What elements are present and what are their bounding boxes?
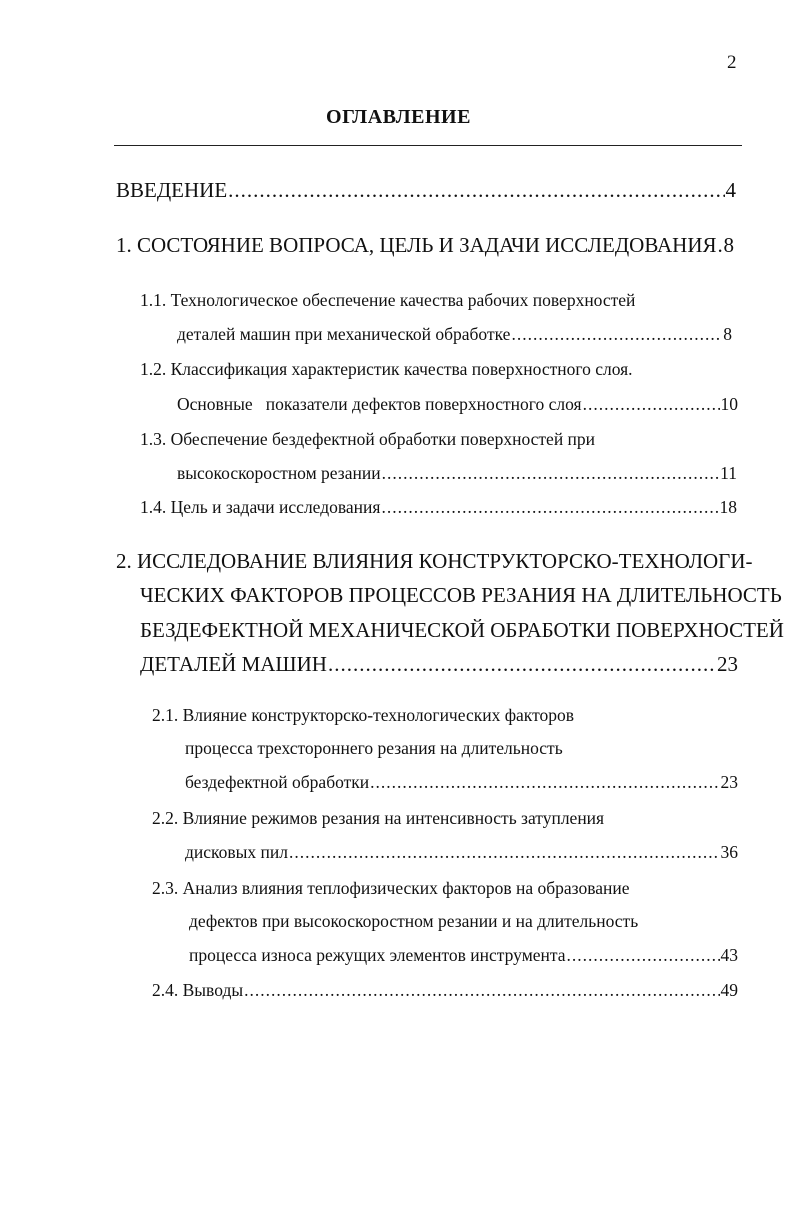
toc-page-number: 36 [720,842,738,862]
toc-entry-text-line: БЕЗДЕФЕКТНОЙ МЕХАНИЧЕСКОЙ ОБРАБОТКИ ПОВЕРХНОСТЕЙ [140,618,784,642]
toc-entry-text-line: 1.1. Технологическое обеспечение качества рабочих поверхностей [140,290,636,310]
toc-entry-text-line: 2.2. Влияние режимов резания на интенсивность затупления [152,808,605,828]
toc-entry-text: дисковых пил [185,842,289,862]
toc-entry-text: 2.4. Выводы [152,980,244,1000]
dot-leader [328,649,716,679]
dot-leader [289,837,719,867]
toc-entry-text: ВВЕДЕНИЕ [116,178,228,202]
toc-entry-text: бездефектной обработки [185,772,370,792]
toc-page-number: 8 [723,233,734,257]
toc-entry-text-line: процесса трехстороннего резания на длительность [185,738,563,758]
toc-entry-text-line: 2.1. Влияние конструкторско-технологических факторов [152,705,575,725]
toc-entry-text-line: 2. ИССЛЕДОВАНИЕ ВЛИЯНИЯ КОНСТРУКТОРСКО-ТЕХНОЛОГИ- [116,549,753,573]
dot-leader [511,319,722,349]
toc-page-number: 10 [720,394,738,414]
toc-page-number: 11 [720,463,737,483]
toc-page-number: 4 [725,178,736,202]
toc-entry-text: 1.4. Цель и задачи исследования [140,497,381,517]
toc-entry-text-line: 2.3. Анализ влияния теплофизических факторов на образование [152,878,630,898]
toc-page-number: 23 [720,772,738,792]
dot-leader [583,389,720,419]
toc-entry-text-line: 1.2. Классификация характеристик качества поверхностного слоя. [140,359,633,379]
title-underline [114,145,742,146]
page-number: 2 [727,52,737,73]
dot-leader [381,492,718,522]
toc-page-number: 49 [720,980,738,1000]
page-title: ОГЛАВЛЕНИЕ [326,106,471,128]
toc-entry-text: высокоскоростном резании [177,463,381,483]
toc-page-number: 43 [720,945,738,965]
dot-leader [228,175,724,205]
dot-leader [370,767,719,797]
toc-entry-text: 1. СОСТОЯНИЕ ВОПРОСА, ЦЕЛЬ И ЗАДАЧИ ИССЛЕДОВАНИЯ [116,233,717,257]
toc-page-number: 18 [719,497,737,517]
toc-entry-text: ДЕТАЛЕЙ МАШИН [140,652,327,676]
toc-entry-chapter-1[interactable] [116,230,734,260]
toc-entry-text: процесса износа режущих элементов инструмента [189,945,566,965]
toc-entry-text-line: ЧЕСКИХ ФАКТОРОВ ПРОЦЕССОВ РЕЗАНИЯ НА ДЛИТЕЛЬНОСТЬ [140,583,782,607]
dot-leader [244,975,719,1005]
toc-entry-text-line: дефектов при высокоскоростном резании и на длительность [189,911,639,931]
toc-page-number: 8 [723,324,732,344]
dot-leader [567,940,720,970]
toc-entry-intro[interactable] [116,175,736,205]
dot-leader [718,230,723,260]
dot-leader [382,458,720,488]
toc-entry-text: деталей машин при механической обработке [177,324,511,344]
toc-page-number: 23 [717,652,738,676]
toc-entry-1-4[interactable] [140,492,737,522]
toc-entry-2-4[interactable] [152,975,738,1005]
toc-entry-text: Основные показатели дефектов поверхностного слоя [177,394,582,414]
toc-entry-text-line: 1.3. Обеспечение бездефектной обработки поверхностей при [140,429,596,449]
